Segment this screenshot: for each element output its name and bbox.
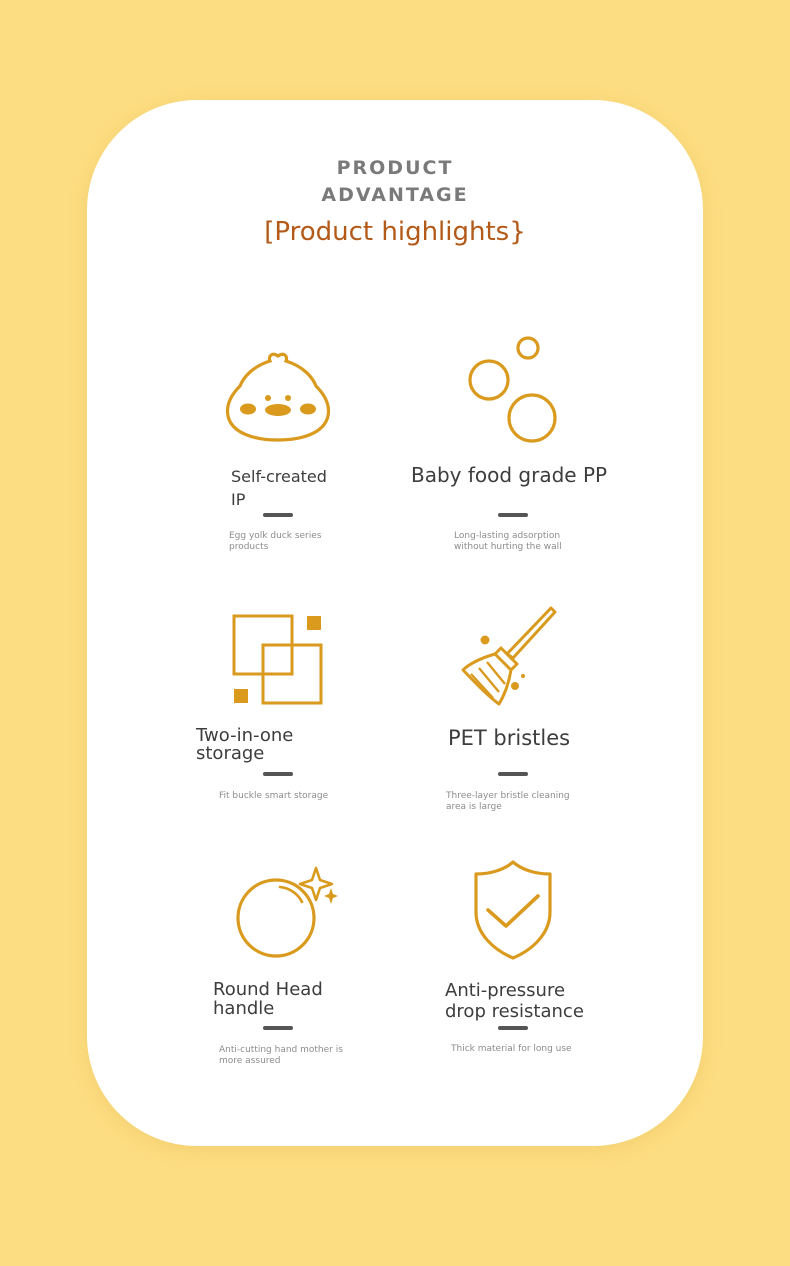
feature-title-1: Self-created IP — [231, 467, 327, 509]
feature-desc-2: Long-lasting adsorption without hurting the wall — [454, 531, 562, 552]
feature-title-2: Baby food grade PP — [411, 463, 608, 487]
feature-desc-4: Three-layer bristle cleaning area is large — [446, 791, 570, 812]
feature-title-3: Two-in-one storage — [196, 725, 294, 764]
feature-desc-6: Thick material for long use — [451, 1044, 572, 1054]
divider-2 — [498, 513, 528, 517]
heading-line1: PRODUCT — [336, 157, 454, 179]
feature-title-4: PET bristles — [448, 726, 571, 750]
feature-desc-1: Egg yolk duck series products — [229, 531, 322, 552]
feature-title-6: Anti-pressure drop resistance — [445, 980, 584, 1022]
broom-icon — [455, 600, 565, 710]
product-card — [87, 100, 703, 1146]
sparkle-ball-icon — [230, 862, 340, 962]
duck-icon — [222, 348, 334, 448]
feature-desc-3: Fit buckle smart storage — [219, 791, 329, 801]
divider-3 — [263, 772, 293, 776]
divider-5 — [263, 1026, 293, 1030]
heading-line2: ADVANTAGE — [321, 184, 469, 206]
feature-title-5: Round Head handle — [213, 979, 323, 1019]
divider-1 — [263, 513, 293, 517]
shield-check-icon — [470, 858, 556, 962]
bubbles-icon — [462, 330, 564, 448]
divider-4 — [498, 772, 528, 776]
subtitle: [Product highlights} — [264, 217, 526, 247]
feature-desc-5: Anti-cutting hand mother is more assured — [219, 1045, 343, 1066]
squares-icon — [228, 610, 328, 710]
divider-6 — [498, 1026, 528, 1030]
